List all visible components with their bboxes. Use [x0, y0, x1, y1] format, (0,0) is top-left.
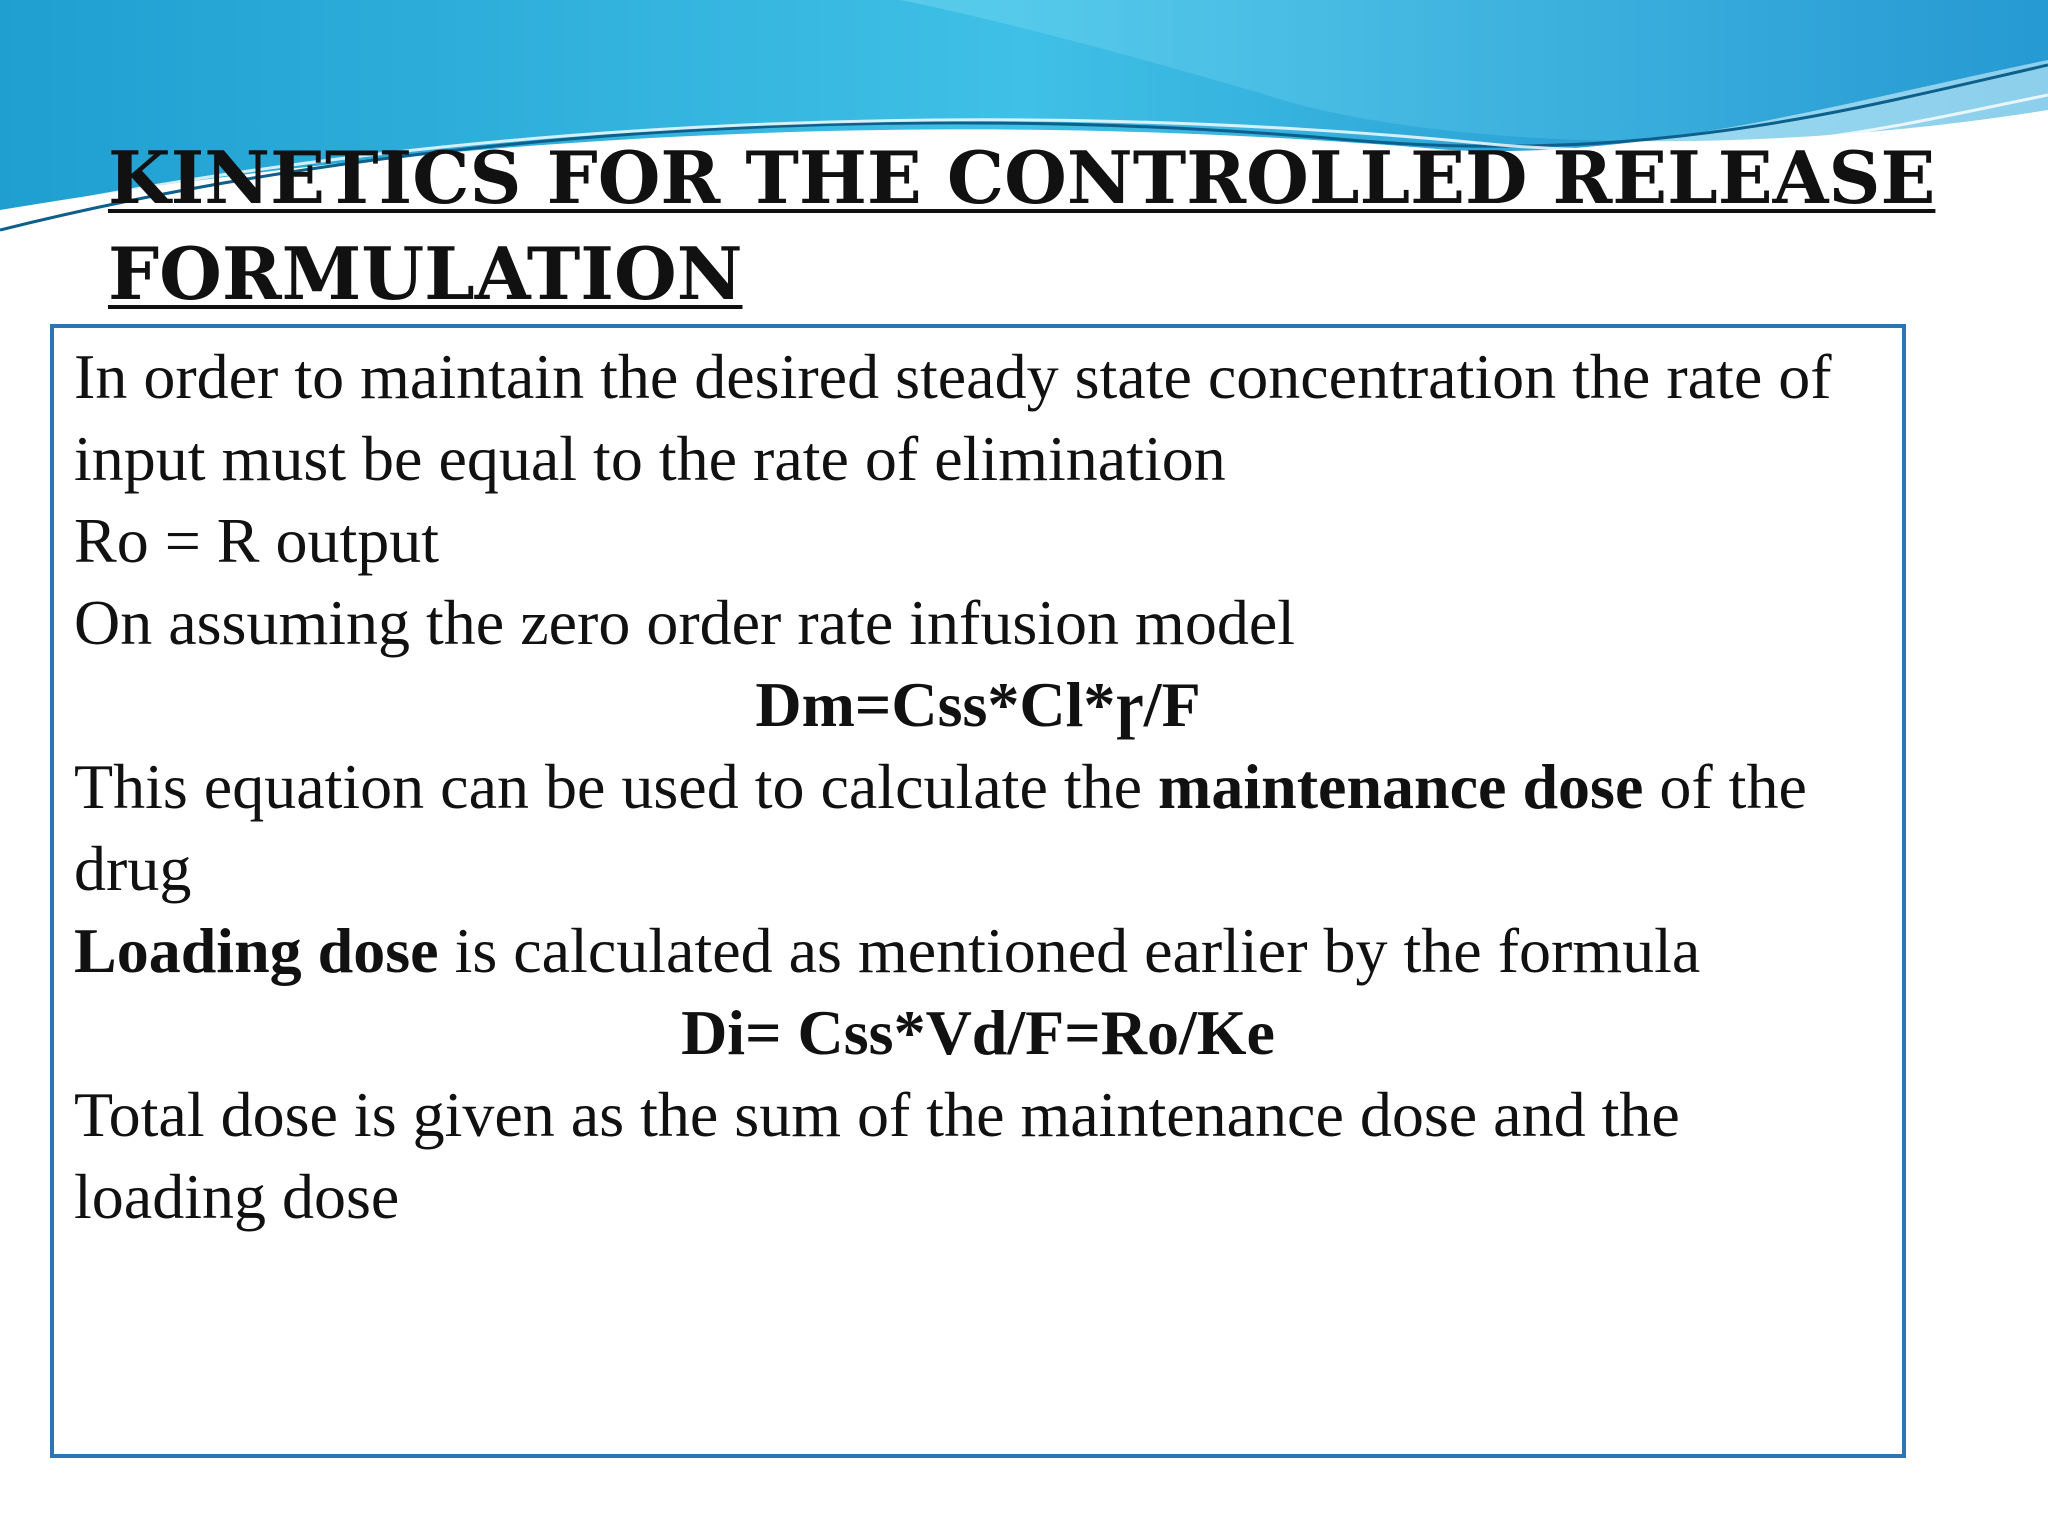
- body-paragraph-zero-order: On assuming the zero order rate infusion model: [74, 587, 1295, 658]
- content-box: [50, 324, 1906, 1458]
- slide-title: KINETICS FOR THE CONTROLLED RELEASE FORMULATION: [108, 135, 1936, 316]
- loading-dose-formula: Di= Css*Vd/F=Ro/Ke: [681, 997, 1275, 1068]
- loading-dose-term: Loading dose: [74, 915, 439, 986]
- maintenance-text-start: This equation can be used to calculate the: [74, 751, 1159, 822]
- body-equation-ro: Ro = R output: [74, 505, 440, 576]
- loading-text-end: is calculated as mentioned earlier by the formula: [438, 915, 1701, 986]
- body-paragraph-maintenance-dose: [74, 746, 1882, 910]
- maintenance-text-end: of the drug: [74, 751, 1807, 904]
- maintenance-dose-formula: Dm=Css*Cl*ɼ/F: [755, 669, 1201, 740]
- body-paragraph-steady-state: In order to maintain the desired steady state concentration the rate of input must be equal to the rate of elimination: [74, 341, 1832, 494]
- maintenance-dose-term: maintenance dose: [1158, 751, 1644, 822]
- body-paragraph-loading-dose: [74, 910, 1882, 992]
- body-paragraph-total-dose: Total dose is given as the sum of the maintenance dose and the loading dose: [74, 1079, 1680, 1232]
